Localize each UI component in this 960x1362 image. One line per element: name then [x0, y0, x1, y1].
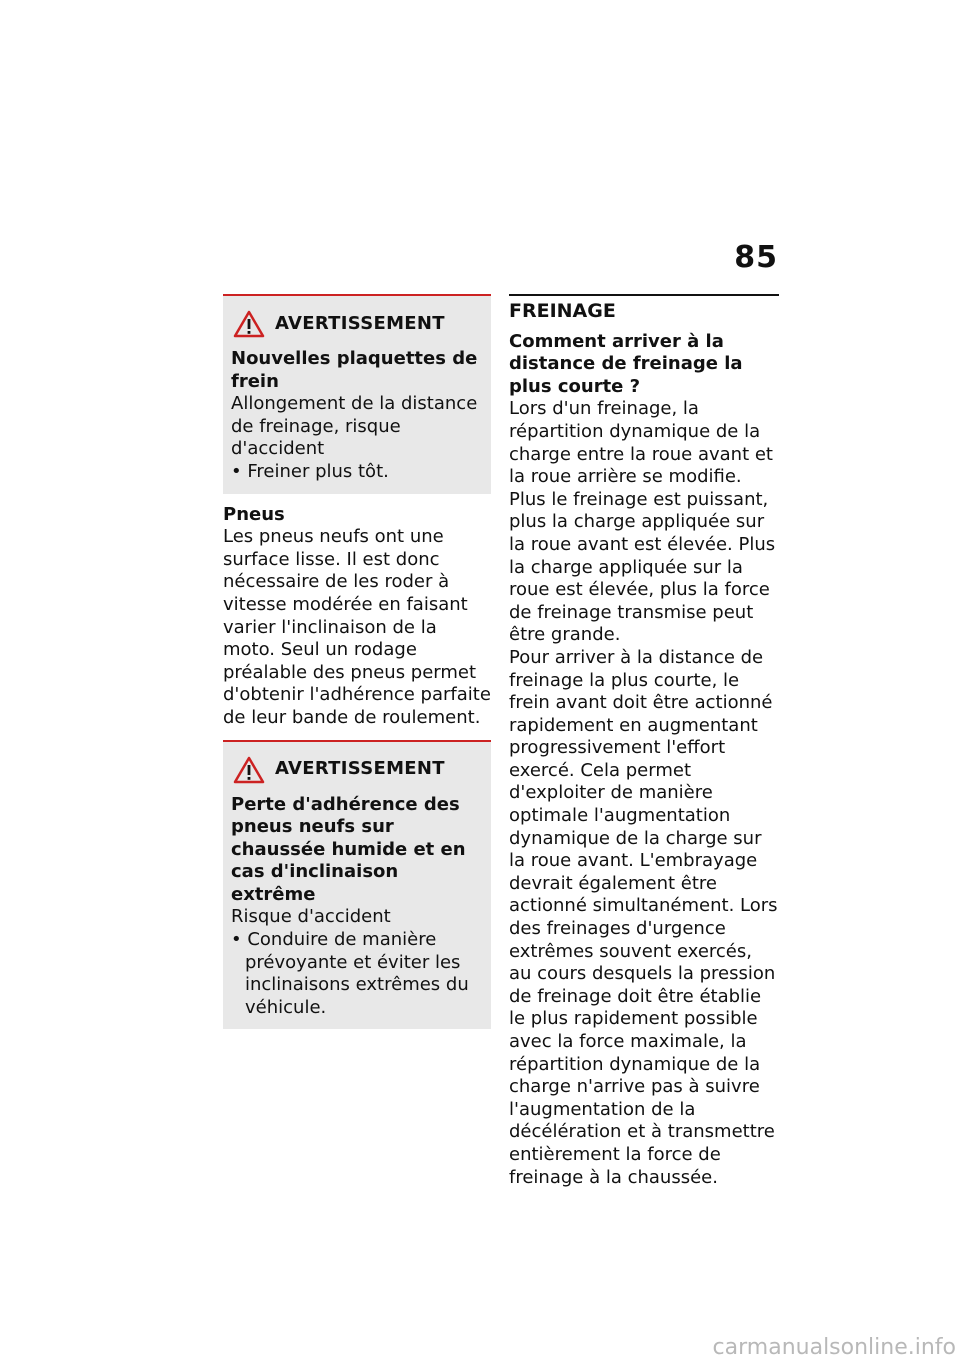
warning-text: Allongement de la distance de freinage, risque d'accident [231, 393, 478, 460]
freinage-section [509, 294, 779, 1189]
warning-heading: Nouvelles plaquettes de frein [231, 348, 478, 392]
warning-triangle-icon [233, 310, 265, 338]
page-number: 85 [734, 240, 778, 275]
warning-header [231, 756, 483, 784]
left-column [223, 294, 491, 1029]
watermark: carmanualsonline.info [712, 1335, 956, 1360]
warning-box-brake-pads [223, 294, 491, 494]
warning-header [231, 310, 483, 338]
warning-bullet: • Freiner plus tôt. [231, 460, 389, 482]
warning-text: Risque d'accident [231, 906, 391, 928]
freinage-paragraph-1: Lors d'un freinage, la répartition dynamique de la charge entre la roue avant et la roue arrière se modifie. Plus le freinage est puissant, plus la charge appliquée sur la roue avant est élevée. Plus la charge appliquée sur la roue est élevée, plus la force de freinage transmise peut être grande. [509, 398, 776, 646]
warning-triangle-icon [233, 756, 265, 784]
warning-heading: Perte d'adhérence des pneus neufs sur chaussée humide et en cas d'inclinaison extrême [231, 793, 466, 905]
section-title: FREINAGE [509, 300, 616, 322]
right-column [509, 294, 779, 1189]
warning-box-new-tyres [223, 740, 491, 1030]
pneus-heading: Pneus [223, 503, 285, 525]
warning-bullet: • Conduire de manière prévoyante et éviter les inclinaisons extrêmes du véhicule. [231, 929, 469, 1018]
pneus-text: Les pneus neufs ont une surface lisse. Il est donc nécessaire de les roder à vitesse modérée en faisant varier l'inclinaison de la moto. Seul un rodage préalable des pneus permet d'obtenir l'adhérence parfaite de leur bande de roulement. [223, 526, 491, 728]
freinage-paragraph-2: Pour arriver à la distance de freinage la plus courte, le frein avant doit être actionné rapidement en augmentant progressivement l'effort exercé. Cela permet d'exploiter de manière optimale l'augmentation dynamique de la charge sur la roue avant. L'embrayage devrait également être actionné simultanément. Lors des freinages d'urgence extrêmes souvent exercés, au cours desquels la pression de freinage doit être établie le plus rapidement possible avec la force maximale, la répartition dynamique de la charge n'arrive pas à suivre l'augmentation de la décélération et à transmettre entièrement la force de freinage à la chaussée. [509, 646, 778, 1188]
warning-title: AVERTISSEMENT [275, 312, 445, 334]
warning-title: AVERTISSEMENT [275, 758, 445, 780]
freinage-subheading: Comment arriver à la distance de freinage la plus courte ? [509, 330, 743, 397]
